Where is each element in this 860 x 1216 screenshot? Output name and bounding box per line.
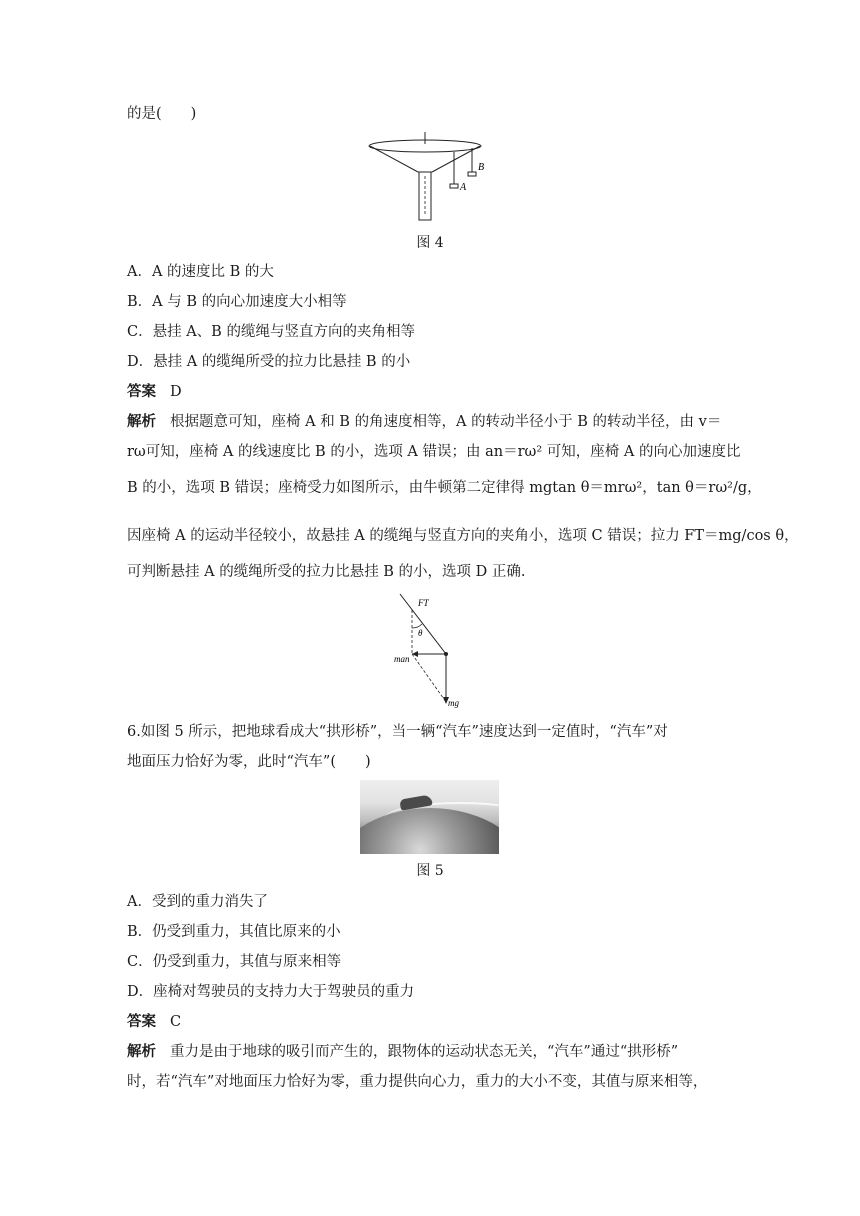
figure-5-earth-photo (360, 780, 499, 854)
figure-5-caption: 图 5 (416, 863, 444, 879)
force-diagram (390, 592, 480, 708)
q6-option-b: B．仍受到重力，其值比原来的小 (127, 924, 341, 940)
q6-answer (127, 1012, 181, 1032)
q5-option-d: D．悬挂 A 的缆绳所受的拉力比悬挂 B 的小 (127, 354, 411, 370)
analysis-label: 解析 (127, 1044, 156, 1060)
q5-analysis-line-1: 解析 根据题意可知，座椅 A 和 B 的角速度相等，A 的转动半径小于 B 的转动半径，由 v＝ (127, 414, 722, 430)
q6-option-c: C．仍受到重力，其值与原来相等 (127, 954, 342, 970)
answer-label: 答案 (127, 1014, 156, 1030)
force-label-mg: mg (448, 698, 459, 708)
q5-stem-tail: 的是( ) (127, 106, 197, 122)
force-label-theta: θ (418, 628, 423, 638)
force-label-man: man (394, 654, 410, 664)
q5-option-c: C．悬挂 A、B 的缆绳与竖直方向的夹角相等 (127, 324, 415, 340)
q6-stem-line-1: 6.如图 5 所示，把地球看成大“拱形桥”，当一辆“汽车”速度达到一定值时，“汽车”对 (127, 724, 668, 740)
fig4-label-b: B (478, 162, 485, 173)
q5-analysis-line-4: 因座椅 A 的运动半径较小，故悬挂 A 的缆绳与竖直方向的夹角小，选项 C 错误；拉力 FT＝mg/cos θ， (127, 528, 799, 544)
analysis-label: 解析 (127, 414, 156, 430)
q6-option-d: D．座椅对驾驶员的支持力大于驾驶员的重力 (127, 984, 415, 1000)
q5-analysis-line-5: 可判断悬挂 A 的缆绳所受的拉力比悬挂 B 的小，选项 D 正确. (127, 564, 526, 580)
figure-4-swing-ride (368, 130, 492, 222)
figure-4-caption: 图 4 (416, 235, 444, 251)
q5-analysis-line-3: B 的小，选项 B 错误；座椅受力如图所示，由牛顿第二定律得 mgtan θ＝mrω²，tan θ＝rω²/g， (127, 480, 762, 496)
q6-analysis-line-1: 解析 重力是由于地球的吸引而产生的，跟物体的运动状态无关，“汽车”通过“拱形桥” (127, 1044, 679, 1060)
answer-value: C (170, 1014, 182, 1030)
force-label-ft: FT (418, 598, 429, 608)
q5-analysis-line-2: rω可知，座椅 A 的线速度比 B 的小，选项 A 错误；由 an＝rω² 可知，座椅 A 的向心加速度比 (127, 444, 741, 460)
fig4-label-a: A (460, 182, 467, 193)
answer-value: D (170, 384, 182, 400)
q5-option-a: A．A 的速度比 B 的大 (127, 264, 274, 280)
answer-label: 答案 (127, 384, 156, 400)
q5-option-b: B．A 与 B 的向心加速度大小相等 (127, 294, 347, 310)
q6-analysis-line-2: 时，若“汽车”对地面压力恰好为零，重力提供向心力，重力的大小不变，其值与原来相等， (127, 1074, 708, 1090)
q6-stem-line-2: 地面压力恰好为零，此时“汽车”( ) (127, 754, 371, 770)
q6-option-a: A．受到的重力消失了 (127, 894, 268, 910)
q5-answer (127, 382, 182, 402)
